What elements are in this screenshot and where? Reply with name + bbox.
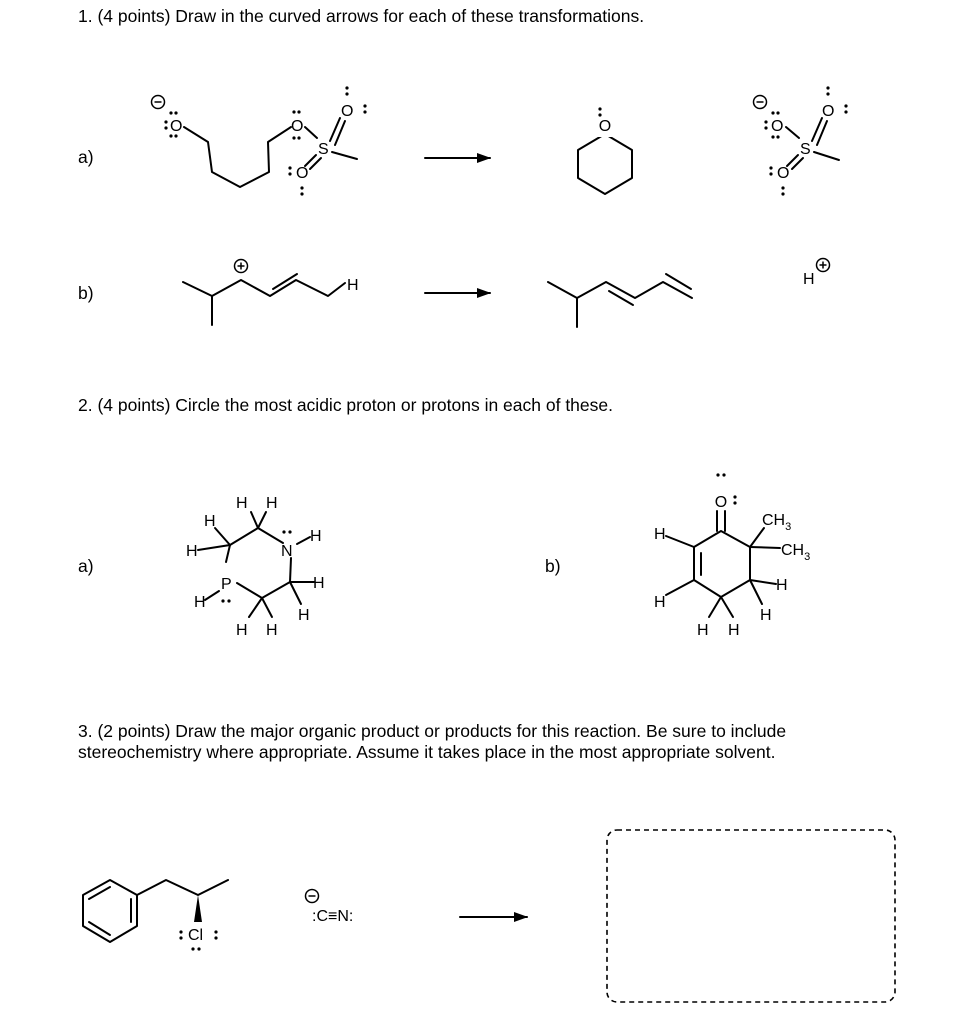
hydrogen-atom-label: H xyxy=(236,622,248,639)
hydrogen-atom-label: H xyxy=(310,528,322,545)
product-1a-tetrahydropyran xyxy=(578,107,632,194)
chlorine-atom-label: Cl xyxy=(188,927,204,944)
phosphorus-atom-label: P xyxy=(221,576,232,593)
hydrogen-atom-label: H xyxy=(803,271,815,288)
product-1b-diene xyxy=(548,274,692,327)
hydrogen-atom-label: H xyxy=(266,622,278,639)
hydrogen-atom-label: H xyxy=(347,277,359,294)
hydrogen-atom-label: H xyxy=(728,622,740,639)
hydrogen-atom-label: H xyxy=(654,526,666,543)
question-2b-label: b) xyxy=(545,556,561,576)
oxygen-atom-label: O xyxy=(771,118,784,135)
sulfur-atom-label: S xyxy=(318,141,329,158)
hydrogen-atom-label: H xyxy=(654,594,666,611)
hydrogen-atom-label: H xyxy=(186,543,198,560)
product-1a-tosylate-anion xyxy=(754,86,848,195)
hydrogen-atom-label: H xyxy=(204,513,216,530)
question-1-text: 1. (4 points) Draw in the curved arrows for each of these transformations. xyxy=(78,6,645,26)
hydrogen-atom-label: H xyxy=(194,594,206,611)
hydrogen-atom-label: H xyxy=(298,607,310,624)
reactant-1b-allylic-carbocation xyxy=(183,260,359,326)
reactant-1a-alkoxide-tosylate xyxy=(152,86,367,195)
reagent-3-cyanide-ion xyxy=(306,890,354,926)
methyl-group-label: $CH_3$ xyxy=(781,542,811,563)
methyl-group-label: $CH_3$ xyxy=(762,512,792,533)
molecule-2a-azaphosphinane xyxy=(186,495,325,639)
molecule-2b-cyclohexenone xyxy=(654,473,810,639)
oxygen-atom-label: O xyxy=(777,165,790,182)
sulfur-atom-label: S xyxy=(800,141,811,158)
question-3-text-line-2: stereochemistry where appropriate. Assume it takes place in the most appropriate solvent. xyxy=(78,742,776,762)
proton-product-1b xyxy=(803,259,830,289)
oxygen-atom-label: O xyxy=(598,118,612,135)
answer-box[interactable] xyxy=(607,830,895,1002)
oxygen-atom-label: O xyxy=(170,118,183,135)
hydrogen-atom-label: H xyxy=(266,495,278,512)
hydrogen-atom-label: H xyxy=(697,622,709,639)
oxygen-atom-label: O xyxy=(341,103,354,120)
hydrogen-atom-label: H xyxy=(760,607,772,624)
cyanide-formula: :C≡N: xyxy=(312,908,354,925)
oxygen-atom-label: O xyxy=(822,103,835,120)
hydrogen-atom-label: H xyxy=(313,575,325,592)
question-1a-label: a) xyxy=(78,147,94,167)
nitrogen-atom-label: N xyxy=(281,543,293,560)
hydrogen-atom-label: H xyxy=(776,577,788,594)
hydrogen-atom-label: H xyxy=(236,495,248,512)
oxygen-atom-label: O xyxy=(296,165,309,182)
question-1b-label: b) xyxy=(78,283,94,303)
question-3-text-line-1: 3. (2 points) Draw the major organic product or products for this reaction. Be sure to include xyxy=(78,721,787,741)
oxygen-atom-label: O xyxy=(714,494,728,511)
reactant-3-benzyl-chloride xyxy=(83,880,228,951)
oxygen-atom-label: O xyxy=(291,118,304,135)
question-2a-label: a) xyxy=(78,556,94,576)
question-2-text: 2. (4 points) Circle the most acidic proton or protons in each of these. xyxy=(78,395,613,415)
